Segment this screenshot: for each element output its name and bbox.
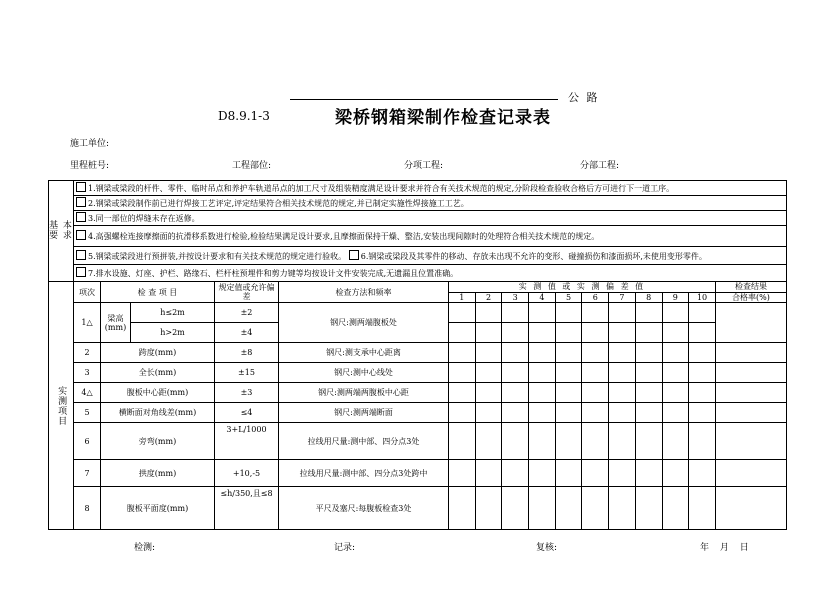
result-cell[interactable] (715, 487, 786, 530)
row-item: 腹板中心距(mm) (101, 383, 215, 403)
value-cell[interactable] (529, 363, 556, 383)
value-cell[interactable] (475, 403, 502, 423)
value-cell[interactable] (449, 343, 476, 363)
value-cell[interactable] (502, 383, 529, 403)
row-seq: 3 (74, 363, 101, 383)
value-cell[interactable] (502, 343, 529, 363)
reviewer-label: 复核: (536, 543, 558, 553)
result-cell[interactable] (715, 343, 786, 363)
row-item: 拱度(mm) (101, 460, 215, 487)
value-cell[interactable] (449, 460, 476, 487)
value-cell[interactable] (475, 383, 502, 403)
value-cell[interactable] (555, 343, 582, 363)
subproject-label: 分项工程: (404, 161, 444, 171)
value-cell[interactable] (689, 487, 716, 530)
row-method: 平尺及塞尺:每腹板检查3处 (279, 487, 449, 530)
row-method: 拉线用尺量:测中部、四分点3处跨中 (279, 460, 449, 487)
result-cell[interactable] (715, 403, 786, 423)
row-item: 腹板平面度(mm) (101, 487, 215, 530)
value-cell[interactable] (609, 383, 636, 403)
inspection-table (48, 180, 787, 530)
checkbox[interactable] (76, 212, 86, 222)
value-cell[interactable] (662, 303, 689, 323)
value-cell[interactable] (609, 323, 636, 343)
value-cell[interactable] (689, 383, 716, 403)
location-label: 工程部位: (232, 161, 272, 171)
row-group: 梁高(mm) (101, 303, 131, 343)
value-cell[interactable] (609, 423, 636, 460)
value-cell[interactable] (689, 403, 716, 423)
measured-items-label: 实测项目 (56, 385, 67, 426)
row-method: 钢尺:测支承中心距离 (279, 343, 449, 363)
value-cell[interactable] (555, 323, 582, 343)
row-method: 钢尺:测两端断面 (279, 403, 449, 423)
result-cell[interactable] (715, 460, 786, 487)
requirement-item-1: 1.钢梁或梁段的杆件、零件、临时吊点和养护车轨道吊点的加工尺寸及组装精度满足设计要求并符合有关技术规范的规定,分阶段检查验收合格后方可进行下一道工序。 (74, 181, 787, 196)
row-item: 横断面对角线差(mm) (101, 403, 215, 423)
value-cell[interactable] (529, 423, 556, 460)
value-cell[interactable] (555, 363, 582, 383)
value-cell[interactable] (449, 363, 476, 383)
value-cell[interactable] (635, 323, 662, 343)
row-spec: ±3 (215, 383, 279, 403)
value-cell[interactable] (635, 487, 662, 530)
row-item: 全长(mm) (101, 363, 215, 383)
value-cell[interactable] (555, 383, 582, 403)
value-cell[interactable] (689, 323, 716, 343)
value-cell[interactable] (582, 363, 609, 383)
value-cell[interactable] (582, 383, 609, 403)
row-spec: ±15 (215, 363, 279, 383)
requirement-item-4: 4.高强螺栓连接摩擦面的抗滑移系数进行检验,检验结果满足设计要求,且摩擦面保持干燥、整洁,安装出现间隙时的处理符合相关技术规范的规定。 (74, 226, 787, 247)
row-spec: +10,-5 (215, 460, 279, 487)
header-spec: 规定值或允许偏差 (215, 282, 279, 303)
requirement-item-5-6: 5.钢梁或梁段进行预拼装,并按设计要求和有关技术规范的规定进行验收。 6.钢梁或梁段及其零件的移动、存放未出现不允许的变形、碰撞损伤和漆面损坏,未使用变形零件。 (74, 247, 787, 265)
header-seq: 项次 (74, 282, 101, 303)
value-cell[interactable] (449, 303, 476, 323)
value-cell[interactable] (502, 303, 529, 323)
road-name-underline (290, 99, 558, 100)
row-spec: ±4 (215, 323, 279, 343)
value-cell[interactable] (689, 423, 716, 460)
value-cell[interactable] (529, 343, 556, 363)
checkbox[interactable] (76, 230, 86, 240)
row-seq: 5 (74, 403, 101, 423)
row-sub: h>2m (131, 323, 215, 343)
header-col: 5 (555, 293, 582, 303)
value-cell[interactable] (555, 460, 582, 487)
value-cell[interactable] (635, 423, 662, 460)
row-spec: ±8 (215, 343, 279, 363)
value-cell[interactable] (689, 363, 716, 383)
value-cell[interactable] (582, 343, 609, 363)
value-cell[interactable] (689, 343, 716, 363)
value-cell[interactable] (582, 303, 609, 323)
value-cell[interactable] (662, 403, 689, 423)
value-cell[interactable] (555, 423, 582, 460)
row-seq: 8 (74, 487, 101, 530)
header-col: 2 (475, 293, 502, 303)
page-title: 梁桥钢箱梁制作检查记录表 (335, 108, 551, 128)
row-item: 跨度(mm) (101, 343, 215, 363)
value-cell[interactable] (529, 323, 556, 343)
row-spec: ±2 (215, 303, 279, 323)
header-col: 6 (582, 293, 609, 303)
row-method: 钢尺:测中心线处 (279, 363, 449, 383)
requirements-label-cell (49, 181, 74, 282)
value-cell[interactable] (609, 460, 636, 487)
result-cell[interactable] (715, 383, 786, 403)
value-cell[interactable] (582, 423, 609, 460)
value-cell[interactable] (555, 303, 582, 323)
row-item: 旁弯(mm) (101, 423, 215, 460)
value-cell[interactable] (609, 303, 636, 323)
checkbox[interactable] (76, 197, 86, 207)
recorder-label: 记录: (334, 543, 356, 553)
value-cell[interactable] (529, 460, 556, 487)
row-seq: 6 (74, 423, 101, 460)
value-cell[interactable] (609, 363, 636, 383)
value-cell[interactable] (635, 460, 662, 487)
measured-items-label-cell (49, 282, 74, 530)
value-cell[interactable] (449, 423, 476, 460)
value-cell[interactable] (662, 363, 689, 383)
value-cell[interactable] (662, 423, 689, 460)
requirement-item-2: 2.钢梁或梁段制作前已进行焊接工艺评定,评定结果符合相关技术规范的规定,并已制定实施性焊接施工工艺。 (74, 196, 787, 211)
value-cell[interactable] (635, 343, 662, 363)
row-method: 钢尺:测两端两腹板中心距 (279, 383, 449, 403)
checkbox[interactable] (76, 267, 86, 277)
checkbox[interactable] (349, 250, 359, 260)
road-label: 公 路 (568, 91, 600, 104)
requirement-item-3: 3.同一部位的焊缝未存在返修。 (74, 211, 787, 226)
value-cell[interactable] (555, 487, 582, 530)
header-col: 1 (449, 293, 476, 303)
header-method: 检查方法和频率 (279, 282, 449, 303)
header-col: 9 (662, 293, 689, 303)
inspector-label: 检测: (134, 543, 156, 553)
value-cell[interactable] (582, 323, 609, 343)
row-spec: 3+L/1000 (215, 423, 279, 460)
value-cell[interactable] (502, 403, 529, 423)
construction-unit-label: 施工单位: (70, 139, 110, 149)
header-measured: 实 测 值 或 实 测 偏 差 值 (449, 282, 716, 293)
row-seq: 4△ (74, 383, 101, 403)
value-cell[interactable] (502, 460, 529, 487)
value-cell[interactable] (449, 323, 476, 343)
chainage-label: 里程桩号: (70, 161, 110, 171)
value-cell[interactable] (449, 383, 476, 403)
header-item: 检 查 项 目 (101, 282, 215, 303)
value-cell[interactable] (635, 403, 662, 423)
value-cell[interactable] (635, 363, 662, 383)
result-cell[interactable] (715, 423, 786, 460)
value-cell[interactable] (502, 363, 529, 383)
value-cell[interactable] (449, 487, 476, 530)
value-cell[interactable] (635, 383, 662, 403)
value-cell[interactable] (475, 363, 502, 383)
value-cell[interactable] (475, 303, 502, 323)
value-cell[interactable] (475, 323, 502, 343)
value-cell[interactable] (449, 403, 476, 423)
value-cell[interactable] (662, 323, 689, 343)
row-seq: 2 (74, 343, 101, 363)
value-cell[interactable] (475, 343, 502, 363)
value-cell[interactable] (502, 423, 529, 460)
value-cell[interactable] (582, 460, 609, 487)
value-cell[interactable] (529, 403, 556, 423)
value-cell[interactable] (502, 323, 529, 343)
checkbox[interactable] (76, 182, 86, 192)
value-cell[interactable] (662, 460, 689, 487)
requirement-item-7: 7.排水设施、灯座、护栏、路缘石、栏杆柱预埋件和剪力键等均按设计文件安装完成,无遗漏且位置准确。 (74, 265, 787, 282)
value-cell[interactable] (689, 460, 716, 487)
value-cell[interactable] (582, 487, 609, 530)
result-cell[interactable] (715, 363, 786, 383)
value-cell[interactable] (582, 403, 609, 423)
value-cell[interactable] (662, 383, 689, 403)
header-col: 8 (635, 293, 662, 303)
row-sub: h≤2m (131, 303, 215, 323)
value-cell[interactable] (475, 423, 502, 460)
value-cell[interactable] (662, 343, 689, 363)
row-seq: 1△ (74, 303, 101, 343)
value-cell[interactable] (689, 303, 716, 323)
value-cell[interactable] (609, 403, 636, 423)
header-result-2: 合格率(%) (715, 293, 786, 303)
result-cell[interactable] (715, 303, 786, 343)
row-spec: ≤h/350,且≤8 (215, 487, 279, 530)
form-code: D8.9.1-3 (218, 109, 270, 123)
value-cell[interactable] (635, 303, 662, 323)
header-result-1: 检查结果 (715, 282, 786, 293)
value-cell[interactable] (529, 487, 556, 530)
value-cell[interactable] (529, 303, 556, 323)
row-method: 钢尺:测两端腹板处 (279, 303, 449, 343)
date-label: 年 月 日 (700, 543, 753, 553)
value-cell[interactable] (475, 460, 502, 487)
value-cell[interactable] (609, 343, 636, 363)
header-col: 4 (529, 293, 556, 303)
header-col: 3 (502, 293, 529, 303)
row-method: 拉线用尺量:测中部、四分点3处 (279, 423, 449, 460)
header-col: 7 (609, 293, 636, 303)
row-seq: 7 (74, 460, 101, 487)
division-label: 分部工程: (580, 161, 620, 171)
value-cell[interactable] (662, 487, 689, 530)
requirements-label: 基 本 要 求 (49, 220, 73, 241)
value-cell[interactable] (475, 487, 502, 530)
value-cell[interactable] (609, 487, 636, 530)
checkbox[interactable] (76, 250, 86, 260)
header-col: 10 (689, 293, 716, 303)
row-spec: ≤4 (215, 403, 279, 423)
value-cell[interactable] (555, 403, 582, 423)
value-cell[interactable] (502, 487, 529, 530)
value-cell[interactable] (529, 383, 556, 403)
